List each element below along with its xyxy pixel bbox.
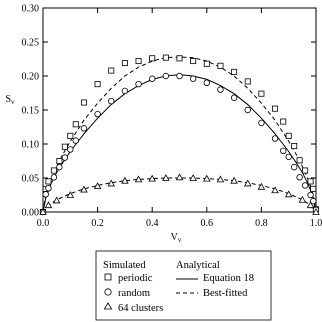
- point-periodic: [122, 60, 127, 65]
- point-random: [259, 120, 265, 126]
- y-tick-label: 0.30: [21, 3, 39, 15]
- point-periodic: [51, 168, 56, 173]
- point-random: [57, 164, 63, 170]
- point-random: [136, 81, 142, 87]
- point-64-clusters: [176, 174, 182, 180]
- point-64-clusters: [286, 191, 292, 197]
- point-64-clusters: [245, 180, 251, 186]
- point-periodic: [68, 133, 73, 138]
- point-periodic: [281, 119, 286, 124]
- point-periodic: [57, 158, 62, 163]
- x-tick-label: 0.8: [255, 218, 268, 229]
- point-periodic: [286, 133, 291, 138]
- point-periodic: [109, 68, 114, 73]
- y-tick-label: 0.15: [21, 105, 39, 117]
- point-random: [302, 183, 308, 189]
- point-random: [108, 98, 114, 104]
- point-random: [280, 148, 286, 154]
- point-random: [272, 136, 278, 142]
- y-tick-label: 0.20: [21, 71, 39, 83]
- point-periodic: [95, 82, 100, 87]
- point-periodic: [81, 100, 86, 105]
- point-random: [204, 80, 210, 86]
- point-random: [163, 73, 169, 79]
- point-periodic: [177, 56, 182, 61]
- point-64-clusters: [299, 197, 305, 203]
- point-random: [81, 126, 87, 132]
- legend-equation-18-label: Equation 18: [203, 273, 255, 284]
- y-tick-label: 0.25: [21, 37, 39, 49]
- x-tick-label: 1.0: [309, 218, 322, 229]
- legend: [96, 251, 271, 320]
- point-periodic: [232, 69, 237, 74]
- point-periodic: [272, 106, 277, 111]
- point-periodic: [62, 144, 67, 149]
- point-periodic: [259, 91, 264, 96]
- point-random: [177, 73, 183, 79]
- point-periodic: [163, 55, 168, 60]
- point-random: [245, 107, 251, 113]
- point-periodic: [204, 61, 209, 66]
- legend-periodic-label: periodic: [118, 273, 153, 284]
- point-periodic: [308, 179, 313, 184]
- point-periodic: [73, 122, 78, 127]
- point-periodic: [297, 158, 302, 163]
- point-64-clusters: [45, 202, 51, 208]
- x-tick-label: 0.6: [200, 218, 214, 229]
- point-random: [218, 87, 224, 93]
- legend-best-fitted-label: Best-fitted: [203, 288, 248, 299]
- plot-area: [22, 4, 322, 230]
- point-random: [190, 76, 196, 82]
- point-random: [308, 192, 314, 198]
- point-random: [51, 175, 57, 181]
- point-periodic: [191, 58, 196, 63]
- curve-64-clusters-fit: [43, 178, 316, 212]
- point-64-clusters: [54, 197, 60, 203]
- point-random: [297, 175, 303, 181]
- point-random: [62, 155, 68, 161]
- point-periodic: [245, 79, 250, 84]
- x-tick-label: 0.4: [145, 218, 159, 229]
- point-random: [68, 147, 74, 153]
- point-periodic: [292, 143, 297, 148]
- point-periodic: [218, 63, 223, 68]
- x-axis-label: $V_v$: [170, 232, 182, 244]
- point-random: [231, 95, 237, 101]
- point-random: [286, 154, 292, 160]
- point-random: [43, 192, 49, 198]
- point-random: [122, 88, 128, 94]
- point-random: [95, 111, 101, 117]
- legend-header-analytical: Analytical: [176, 260, 220, 271]
- point-periodic: [150, 56, 155, 61]
- point-random: [46, 185, 52, 191]
- point-periodic: [311, 186, 316, 191]
- x-tick-label: 0.2: [91, 218, 104, 229]
- legend-64-clusters-label: 64 clusters: [118, 303, 164, 314]
- legend-random-label: random: [118, 288, 151, 299]
- point-random: [73, 138, 79, 144]
- x-tick-label: 0.0: [36, 218, 50, 229]
- point-periodic: [136, 58, 141, 63]
- legend-header-simulated: Simulated: [103, 260, 146, 271]
- point-random: [149, 76, 155, 82]
- y-tick-label: 0.10: [21, 139, 39, 151]
- y-tick-label: 0.00: [21, 207, 39, 219]
- y-tick-label: 0.05: [21, 173, 39, 185]
- y-axis-label: $S_v$: [5, 94, 15, 106]
- point-periodic: [46, 179, 51, 184]
- point-random: [291, 164, 297, 170]
- point-periodic: [302, 168, 307, 173]
